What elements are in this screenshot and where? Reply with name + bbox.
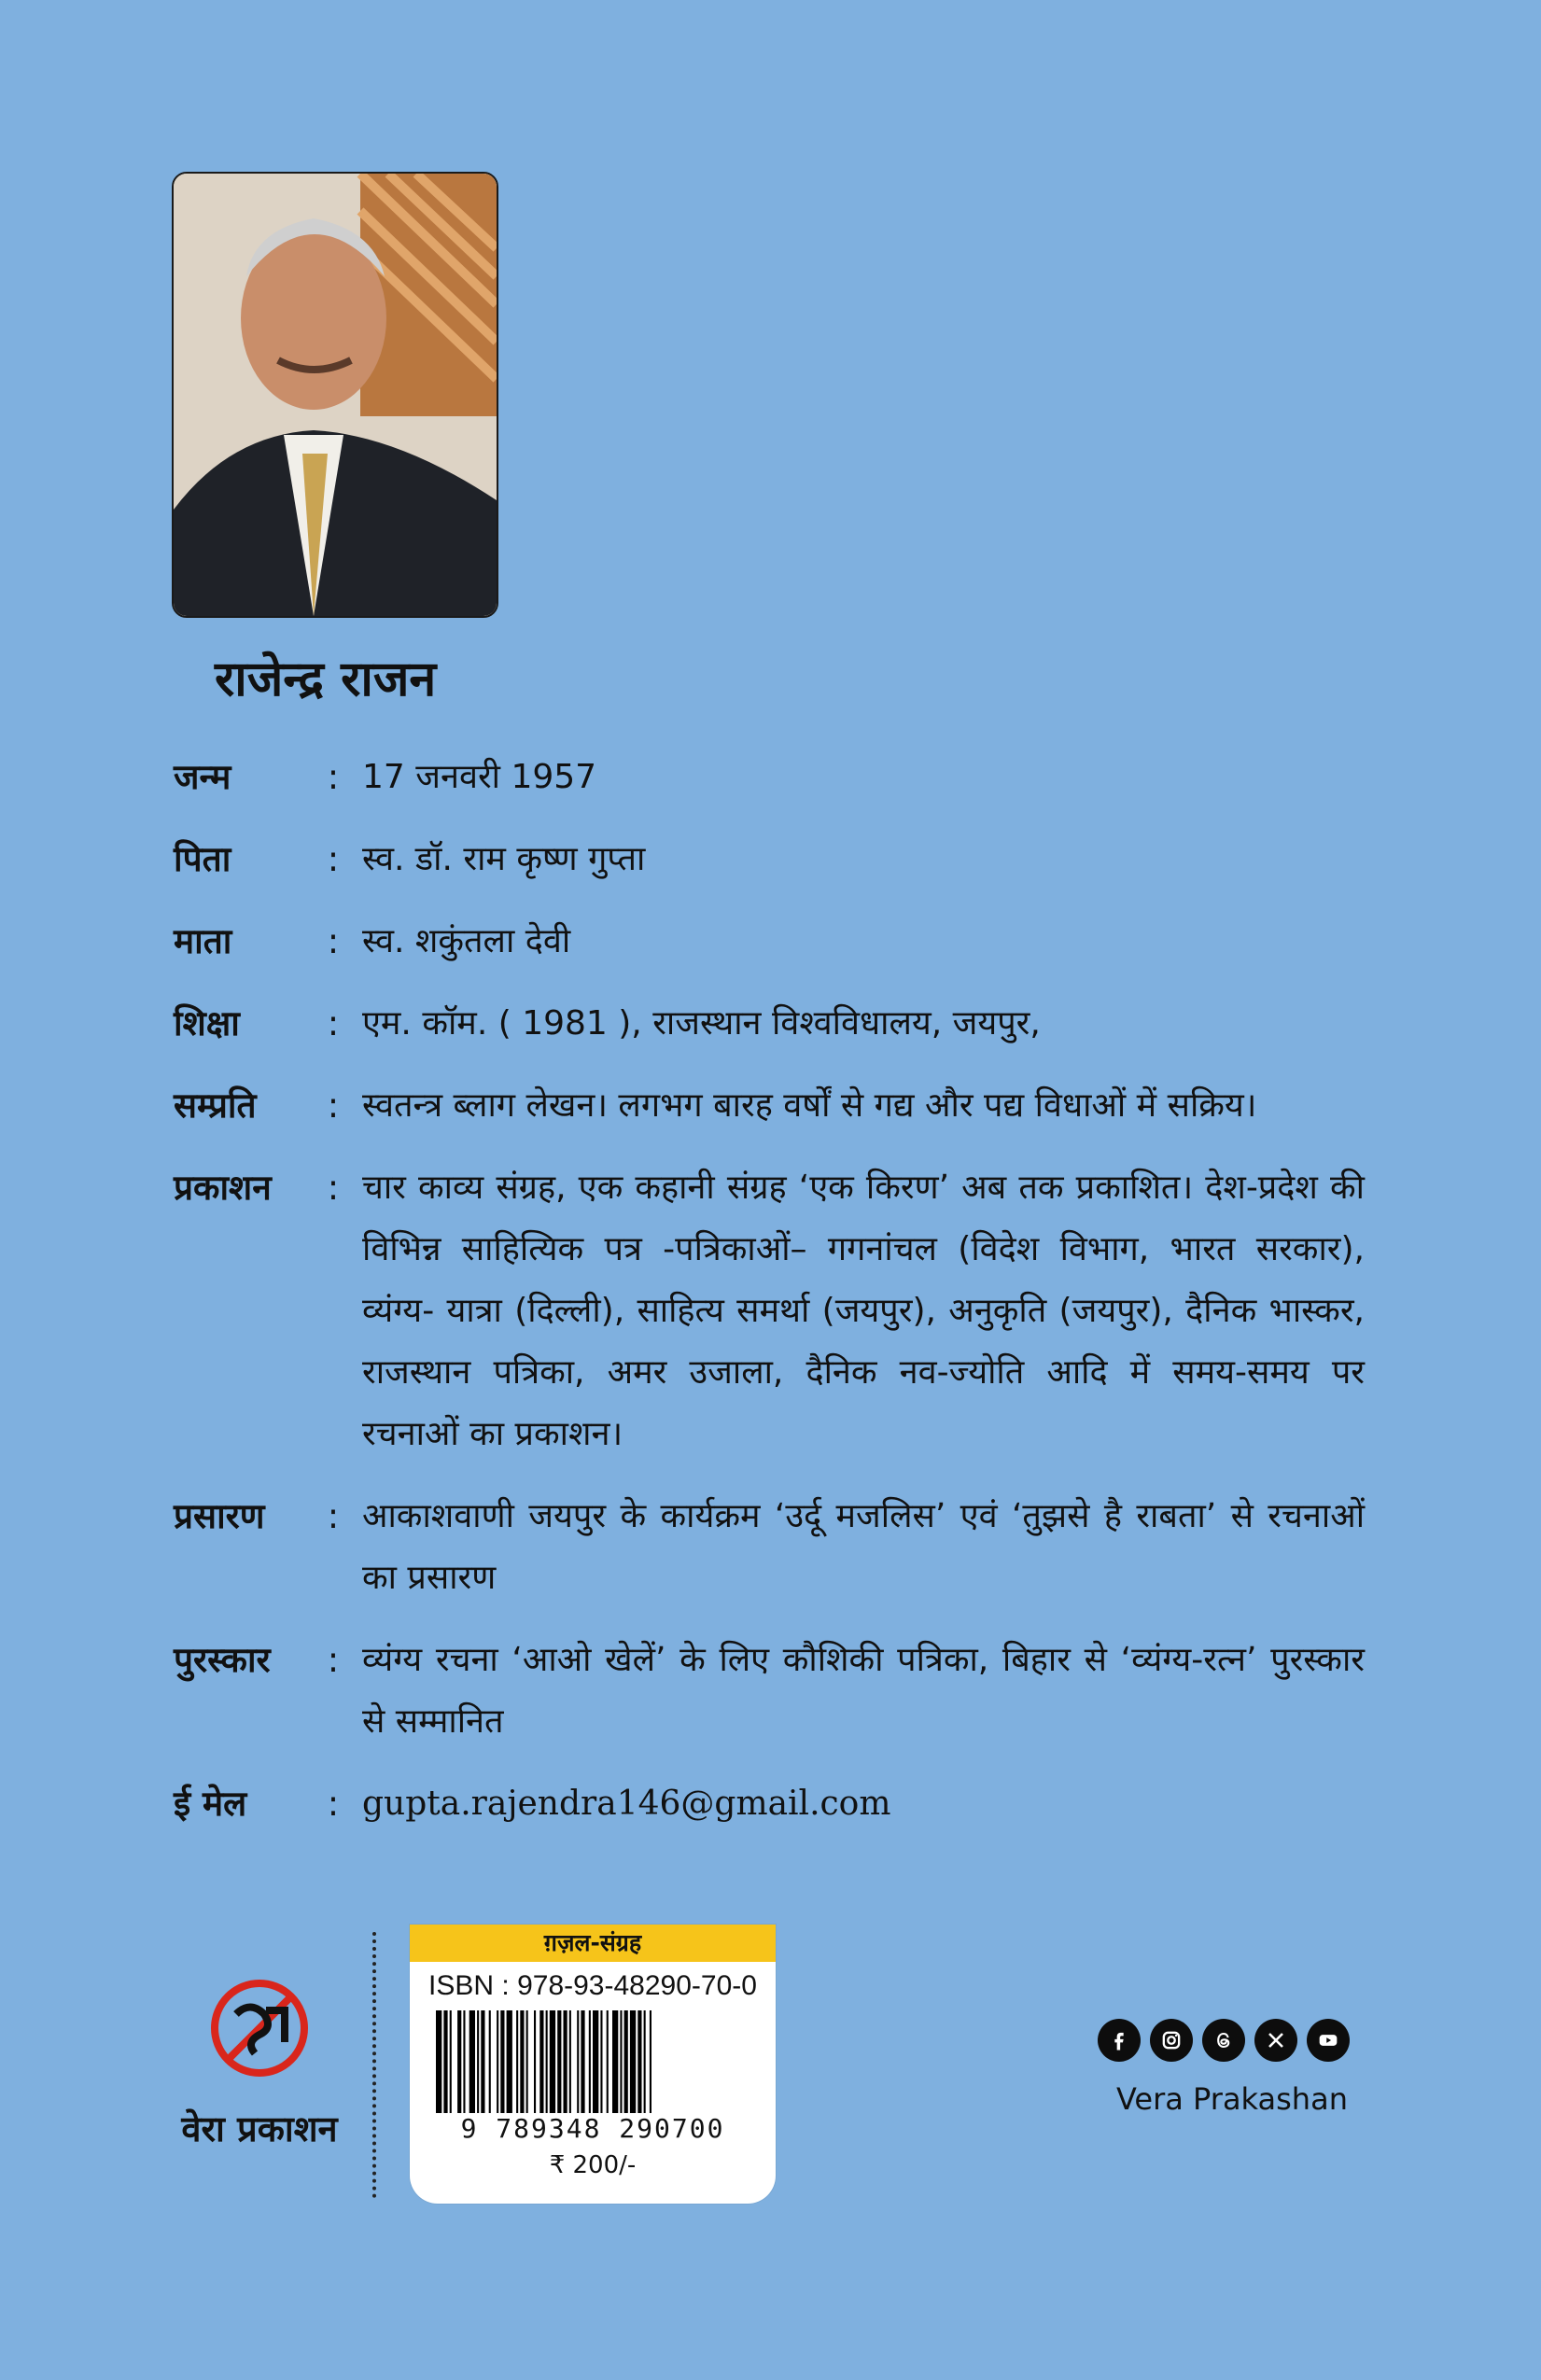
bio-colon: : (327, 1496, 340, 1536)
bio-row-publication (174, 1157, 1368, 1465)
facebook-icon[interactable] (1098, 2019, 1141, 2062)
bio-section (174, 747, 1368, 1855)
vera-logo-icon (208, 1977, 311, 2079)
bio-label: प्रकाशन (174, 1168, 272, 1208)
bio-row-education (174, 993, 1368, 1055)
bio-label: प्रसारण (174, 1496, 265, 1536)
bio-row-mother (174, 911, 1368, 973)
youtube-icon[interactable] (1307, 2019, 1350, 2062)
bio-label: माता (174, 921, 232, 961)
barcode-icon (430, 2010, 755, 2113)
bio-row-email (174, 1773, 1368, 1835)
publisher-logo (175, 1977, 343, 2152)
bio-value: स्व. डॉ. राम कृष्ण गुप्ता (362, 840, 646, 878)
bio-colon: : (327, 1085, 340, 1126)
bio-row-broadcast (174, 1486, 1368, 1609)
bio-colon: : (327, 839, 340, 879)
bio-label: सम्प्रति (174, 1085, 257, 1126)
bio-colon: : (327, 757, 340, 797)
bio-colon: : (327, 921, 340, 961)
author-name: राजेन्द्र राजन (215, 651, 437, 707)
bio-colon: : (327, 1640, 340, 1680)
social-icons (1098, 2019, 1350, 2062)
bio-row-father (174, 829, 1368, 890)
bio-row-present (174, 1075, 1368, 1137)
price: ₹ 200/- (549, 2151, 637, 2179)
bio-value: स्व. शकुंतला देवी (362, 922, 571, 960)
author-photo (172, 172, 498, 618)
bio-colon: : (327, 1784, 340, 1824)
bio-row-award (174, 1630, 1368, 1753)
email-address: gupta.rajendra146@gmail.com (362, 1785, 891, 1823)
bio-value: आकाशवाणी जयपुर के कार्यक्रम ‘उर्दू मजलिस’ एवं ‘तुझसे है राबता’ से रचनाओं का प्रसारण (362, 1497, 1365, 1597)
threads-icon[interactable] (1202, 2019, 1245, 2062)
bio-colon: : (327, 1168, 340, 1208)
bio-value: स्वतन्त्र ब्लाग लेखन। लगभग बारह वर्षों से गद्य और पद्य विधाओं में सक्रिय। (362, 1086, 1257, 1125)
bio-label: जन्म (174, 757, 231, 797)
x-icon[interactable] (1254, 2019, 1297, 2062)
bio-row-birth (174, 747, 1368, 808)
bio-label: पुरस्कार (174, 1640, 271, 1680)
isbn-number: ISBN : 978-93-48290-70-0 (428, 1970, 757, 2001)
bio-label: ई मेल (174, 1784, 247, 1824)
bio-value: एम. कॉम. ( 1981 ), राजस्थान विश्वविधालय, जयपुर, (362, 1004, 1041, 1043)
instagram-icon[interactable] (1150, 2019, 1193, 2062)
bio-value: चार काव्य संग्रह, एक कहानी संग्रह ‘एक किरण’ अब तक प्रकाशित। देश-प्रदेश की विभिन्न साहित्यिक पत्र -पत्रिकाओं– गगनांचल (विदेश विभाग, भारत सरकार), व्यंग्य- यात्रा (दिल्ली), साहित्य समर्था (जयपुर), अनुकृति (जयपुर), दैनिक भास्कर, राजस्थान पत्रिका, अमर उजाला, दैनिक नव-ज्योति आदि में समय-समय पर रचनाओं का प्रकाशन। (362, 1169, 1365, 1453)
isbn-box (410, 1925, 776, 2204)
genre-label: ग़ज़ल-संग्रह (410, 1925, 776, 1962)
bio-value: 17 जनवरी 1957 (362, 758, 597, 796)
bio-value: व्यंग्य रचना ‘आओ खेलें’ के लिए कौशिकी पत्रिका, बिहार से ‘व्यंग्य-रत्न’ पुरस्कार से सम्मानित (362, 1641, 1366, 1741)
dotted-divider (372, 1932, 376, 2198)
bio-colon: : (327, 1003, 340, 1043)
publisher-name: वेरा प्रकाशन (181, 2108, 338, 2149)
barcode-digits: 9 789348 290700 (460, 2113, 725, 2144)
social-label: Vera Prakashan (1116, 2081, 1348, 2117)
bio-label: पिता (174, 839, 231, 879)
bio-label: शिक्षा (174, 1003, 240, 1043)
